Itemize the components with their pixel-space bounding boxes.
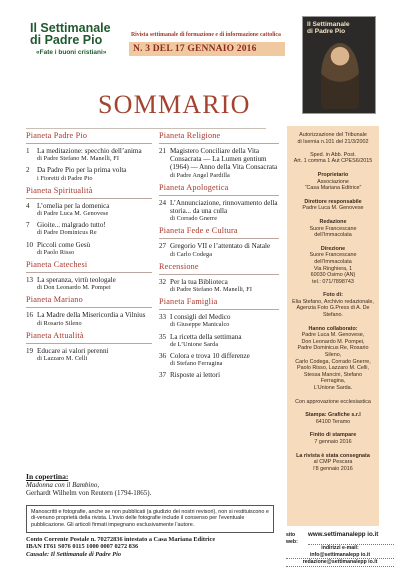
article-author: i Fioretti di Padre Pio	[37, 174, 93, 182]
page-number: 21	[159, 147, 167, 155]
colophon-block	[291, 453, 375, 473]
page-number: 33	[159, 313, 167, 322]
toc-entry[interactable]	[159, 371, 279, 379]
article-title: La ricetta della settimana	[170, 332, 242, 341]
section-title: Pianeta Famiglia	[159, 297, 218, 307]
colophon-line	[291, 145, 375, 152]
colophon-line: Paolo Risso, Lazzaro M. Celli,	[297, 365, 369, 372]
page-title: SOMMARIO	[98, 90, 251, 119]
padre-pio-portrait	[321, 43, 359, 109]
colophon-line: 60030 Osimo (AN)	[310, 272, 356, 279]
entry-text	[170, 147, 279, 180]
toc-entry[interactable]	[26, 221, 152, 237]
payment-reason: Causale: Il Settimanale di Padre Pio	[26, 550, 121, 558]
magazine-title: Il Settimanale di Padre Pio	[30, 21, 111, 47]
colophon-line: l’8 gennaio 2016	[313, 465, 353, 472]
section-divider	[26, 272, 152, 273]
section-title: Pianeta Fede e Cultura	[159, 226, 238, 236]
article-author: di Carlo Codega	[170, 250, 213, 258]
entry-text	[37, 241, 152, 257]
toc-entry[interactable]	[26, 166, 152, 182]
colophon-line: Via Ringhiera, 1	[313, 265, 353, 272]
toc-section	[159, 183, 279, 224]
colophon-line: Padre Dominicus Re, Rosario Sileno,	[297, 345, 369, 359]
toc-left-column	[26, 131, 152, 366]
article-author: di Corrado Gnerre	[170, 215, 218, 223]
article-title: Gioite... malgrado tutto!	[37, 221, 106, 230]
toc-section	[26, 295, 152, 327]
section-divider	[26, 343, 152, 344]
article-author: di Padre Angel Pardilla	[170, 171, 230, 179]
colophon-line: 64100 Teramo	[315, 418, 351, 425]
entry-text	[170, 313, 279, 329]
colophon-line: 7 gennaio 2016	[314, 438, 352, 445]
editorial-notice: Manoscritti e fotografie, anche se non pubblicati (a giudizio dei nostri revisori), non si restituiscono e di-venuno proprietà della rivista. L’invio delle fotografie include il consenso per l’eventuale pubblicazione. Gli articoli firmati impegnano esclusivamente l’autore.	[26, 505, 274, 533]
colophon-block	[291, 292, 375, 318]
page-number: 24	[159, 198, 167, 207]
website-label: sito web:	[286, 532, 298, 545]
page-number: 13	[26, 276, 34, 285]
colophon-line: Stessa Mancini, Stefano Ferragina,	[303, 371, 363, 385]
article-author: di Padre Stefano M. Manelli, FI	[170, 286, 252, 294]
masthead	[8, 10, 396, 74]
contacts-box	[286, 532, 394, 567]
colophon-line: Carlo Codega, Corrado Gnerre,	[295, 358, 371, 365]
colophon-block	[291, 172, 375, 192]
entry-text	[37, 202, 152, 218]
toc-entry[interactable]	[26, 311, 152, 327]
email-address[interactable]: redazione@settimanalepp io.it	[286, 559, 394, 567]
toc-section	[159, 262, 279, 294]
toc-section	[26, 260, 152, 292]
colophon-heading: La rivista è stata consegnata	[296, 452, 370, 459]
entry-text	[37, 221, 152, 237]
toc-entry[interactable]	[26, 147, 152, 163]
payment-footer	[26, 536, 274, 558]
page-number: 2	[26, 166, 30, 175]
cover-thumbnail	[302, 16, 376, 114]
email-heading: indirizzi e-mail:	[321, 545, 359, 552]
section-divider	[26, 307, 152, 308]
postal-account: Conto Corrente Postale n. 70272836 intestato a Casa Mariana Editrice	[26, 536, 216, 543]
colophon-line: al CMP Pescara	[313, 459, 353, 466]
article-title: La speranza, virtù teologale	[37, 276, 116, 285]
article-title: Da Padre Pio per la prima volta	[37, 166, 127, 175]
toc-entry[interactable]	[159, 242, 279, 258]
article-title: Magistero Conciliare della Vita Consacrata — La Lumen gentium (1964) — Anno della Vita Consacrata	[170, 147, 278, 172]
section-title: Pianeta Religione	[159, 131, 221, 140]
article-author: di Padre Luca M. Genovese	[37, 210, 109, 218]
article-title: Per la tua Biblioteca	[170, 277, 228, 286]
colophon-block	[291, 199, 375, 212]
toc-section	[26, 186, 152, 257]
toc-entry[interactable]	[159, 278, 279, 294]
section-title: Recensione	[159, 261, 199, 271]
colophon-line: Art. 1 comma 1 Aut CPES6/2015	[293, 158, 373, 165]
page-number: 16	[26, 311, 34, 320]
page-number: 1	[26, 147, 30, 155]
entry-text	[37, 311, 152, 327]
page-number: 7	[26, 221, 30, 230]
article-author: di Stefano Ferragina	[170, 360, 223, 368]
article-title: La meditazione: specchio dell’anima	[37, 147, 142, 155]
article-title: Gregorio VII e l’attentato di Natale	[170, 242, 271, 251]
page-number: 35	[159, 332, 167, 341]
colophon-heading: Hanno collaborato:	[308, 325, 358, 332]
colophon-block	[291, 412, 375, 425]
section-divider	[159, 143, 279, 144]
cover-caption-title: Madonna con il Bambino,	[26, 481, 100, 489]
article-author: di Don Leonardo M. Pompei	[37, 284, 111, 292]
section-divider	[26, 198, 152, 199]
colophon-line: Sped. in Abb. Post.	[310, 151, 356, 158]
toc-section	[159, 131, 279, 180]
colophon-block	[291, 219, 375, 239]
colophon-line: L’Unione Sarda.	[313, 385, 353, 391]
website-link[interactable]: www.settimanalepp io.it	[308, 532, 394, 545]
colophon-line: Agenzia Foto G.Press di A. De Stefano.	[296, 305, 370, 319]
entry-text	[170, 333, 279, 349]
colophon-heading: Direzione	[320, 245, 346, 252]
page-number: 36	[159, 352, 167, 361]
entry-text	[37, 347, 152, 363]
cover-caption-label: In copertina:	[26, 472, 69, 481]
colophon-block	[291, 399, 375, 406]
email-address[interactable]: info@settimanalepp io.it	[286, 552, 394, 560]
article-title: L’omelia per la domenica	[37, 201, 110, 210]
toc-entry[interactable]	[26, 276, 152, 292]
colophon-line: tel.: 071/7898743	[312, 278, 354, 285]
colophon-line: Autorizzazione del Tribunale	[299, 132, 367, 138]
colophon-line: di Isernia n.101 del 21/3/2002	[297, 138, 369, 145]
toc-section	[26, 331, 152, 363]
cover-caption-artist: Gerhardt Wilhelm von Reutern (1794-1865).	[26, 489, 152, 498]
colophon-line: Padre Luca M. Genovese	[302, 205, 364, 212]
entry-text	[170, 278, 279, 294]
colophon-line: Elia Stefano, Archivio redazionale,	[292, 298, 374, 305]
cover-thumbnail-title: Il Settimanale di Padre Pio	[307, 21, 350, 35]
magazine-motto: «Fate i buoni cristiani»	[36, 49, 107, 56]
entry-text	[170, 352, 279, 368]
toc-entry[interactable]	[159, 147, 279, 180]
article-author: di Paolo Risso	[37, 248, 75, 256]
toc-section	[26, 131, 152, 183]
toc-middle-column	[159, 131, 279, 383]
page-number: 37	[159, 371, 167, 380]
article-title: Piccoli come Gesù	[37, 240, 91, 249]
page-number: 32	[159, 277, 167, 286]
article-author: di Lazzaro M. Celli	[37, 355, 88, 363]
section-title: Pianeta Attualità	[26, 330, 84, 340]
colophon-line: Don Leonardo M. Pompei,	[301, 338, 365, 345]
page-number: 4	[26, 201, 30, 210]
section-title: Pianeta Padre Pio	[26, 131, 88, 140]
page-number: 10	[26, 240, 34, 249]
colophon-heading: Foto di:	[323, 292, 343, 299]
section-title: Pianeta Spiritualità	[26, 185, 93, 195]
entry-text	[37, 147, 152, 163]
page-number: 27	[159, 242, 167, 251]
colophon-block	[291, 432, 375, 445]
section-title: Pianeta Mariano	[26, 295, 83, 305]
article-title: L’Annunciazione, rinnovamento della storia... da una culla	[170, 198, 278, 216]
article-author: di Rosario Sileno	[37, 319, 82, 327]
entry-text	[37, 166, 152, 182]
colophon-block	[291, 246, 375, 286]
article-title: Educare ai valori perenni	[37, 346, 109, 355]
colophon-line: “Casa Mariana Editrice”	[304, 185, 362, 192]
toc-entry[interactable]	[26, 202, 152, 218]
colophon-block	[291, 132, 375, 165]
colophon-heading: Finito di stampare	[309, 432, 357, 439]
article-author: di Padre Stefano M. Manelli, FI	[37, 155, 119, 163]
iban: IBAN IT61 S076 0115 1000 0007 0272 836	[26, 543, 139, 551]
section-divider	[159, 309, 279, 310]
toc-entry[interactable]	[159, 352, 279, 368]
entry-text	[37, 276, 152, 292]
toc-section	[159, 226, 279, 258]
section-title: Pianeta Catechesi	[26, 260, 88, 270]
magazine-subtitle: Rivista settimanale di formazione e di informazione cattolica	[131, 32, 281, 38]
section-divider	[26, 143, 152, 144]
entry-text	[170, 242, 279, 258]
title-divider	[26, 128, 266, 129]
colophon-heading: Proprietario	[317, 171, 349, 178]
issue-number: N. 3 DEL 17 GENNAIO 2016	[133, 44, 257, 54]
cover-caption	[26, 472, 274, 497]
toc-entry[interactable]	[159, 199, 279, 224]
colophon-line: Padre Luca M. Genovese,	[301, 332, 365, 339]
section-divider	[159, 195, 279, 196]
page-number: 19	[26, 346, 34, 355]
entry-text	[170, 199, 279, 224]
article-author: de L’Unione Sarda	[170, 340, 219, 348]
colophon-sidebar	[287, 126, 379, 526]
article-title: Risposte ai lettori	[170, 371, 221, 380]
section-divider	[159, 274, 279, 275]
colophon-block	[291, 326, 375, 392]
colophon-line: Suore Francescane dell’Immacolata	[309, 225, 357, 239]
colophon-line: Suore Francescane dell’Immacolata	[309, 252, 357, 265]
article-author: di Padre Dominicus Re	[37, 229, 97, 237]
toc-entry[interactable]	[159, 313, 279, 329]
colophon-heading: Direttore responsabile	[304, 198, 362, 205]
colophon-heading: Stampa: Grafiche s.r.l	[305, 412, 361, 419]
colophon-line: Associazione	[317, 178, 349, 185]
toc-entry[interactable]	[26, 241, 152, 257]
article-title: La Madre della Misericordia a Vilnius	[37, 311, 146, 320]
toc-entry[interactable]	[159, 333, 279, 349]
colophon-line: Con approvazione ecclesiastica	[295, 398, 371, 405]
entry-text	[170, 371, 279, 379]
section-title: Pianeta Apologetica	[159, 182, 229, 192]
section-divider	[159, 238, 279, 239]
colophon-heading: Redazione	[319, 218, 347, 225]
article-title: Colora e trova 10 differenze	[170, 352, 250, 361]
toc-entry[interactable]	[26, 347, 152, 363]
article-author: di Giuseppe Manicalco	[170, 321, 230, 329]
article-title: I consigli del Medico	[170, 313, 231, 322]
toc-section	[159, 297, 279, 379]
